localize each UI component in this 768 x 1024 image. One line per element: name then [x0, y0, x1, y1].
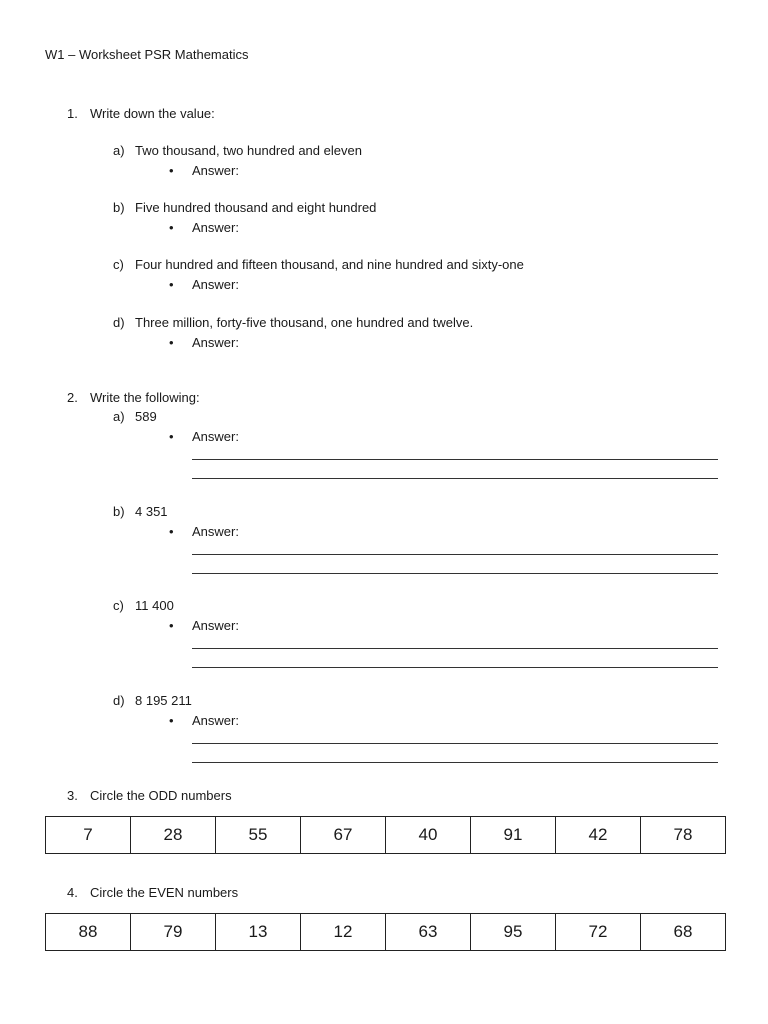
odd-number-cell[interactable]: 7 — [46, 817, 131, 854]
even-number-cell[interactable]: 63 — [386, 914, 471, 951]
q1d-letter: d) — [113, 315, 125, 330]
even-numbers-row — [46, 914, 726, 951]
odd-number-cell[interactable]: 55 — [216, 817, 301, 854]
page-title: W1 – Worksheet PSR Mathematics — [45, 47, 249, 62]
even-number-cell[interactable]: 79 — [131, 914, 216, 951]
q1b-answer-label: Answer: — [192, 220, 239, 235]
q1d-answer-label: Answer: — [192, 335, 239, 350]
q2d-answer-label: Answer: — [192, 713, 239, 728]
q2a-letter: a) — [113, 409, 125, 424]
q2c-letter: c) — [113, 598, 124, 613]
even-number-cell[interactable]: 13 — [216, 914, 301, 951]
even-number-cell[interactable]: 88 — [46, 914, 131, 951]
q2b-answer-label: Answer: — [192, 524, 239, 539]
q3-prompt: Circle the ODD numbers — [90, 788, 232, 803]
odd-number-cell[interactable]: 67 — [301, 817, 386, 854]
q1-prompt: Write down the value: — [90, 106, 215, 121]
odd-number-cell[interactable]: 40 — [386, 817, 471, 854]
bullet-icon: • — [169, 618, 174, 633]
q1b-letter: b) — [113, 200, 125, 215]
even-number-cell[interactable]: 68 — [641, 914, 726, 951]
q2a-text: 589 — [135, 409, 157, 424]
even-number-cell[interactable]: 72 — [556, 914, 641, 951]
even-number-cell[interactable]: 95 — [471, 914, 556, 951]
odd-number-cell[interactable]: 28 — [131, 817, 216, 854]
q2d-answer-line-2[interactable] — [192, 762, 718, 763]
q2b-answer-line-2[interactable] — [192, 573, 718, 574]
q2-number: 2. — [67, 390, 78, 405]
q2b-letter: b) — [113, 504, 125, 519]
bullet-icon: • — [169, 220, 174, 235]
q4-prompt: Circle the EVEN numbers — [90, 885, 239, 900]
q2a-answer-line-1[interactable] — [192, 459, 718, 460]
odd-numbers-table — [45, 816, 726, 854]
q2c-answer-line-1[interactable] — [192, 648, 718, 649]
q2c-answer-line-2[interactable] — [192, 667, 718, 668]
q2c-answer-label: Answer: — [192, 618, 239, 633]
odd-number-cell[interactable]: 78 — [641, 817, 726, 854]
bullet-icon: • — [169, 163, 174, 178]
bullet-icon: • — [169, 335, 174, 350]
q1c-letter: c) — [113, 257, 124, 272]
q2d-answer-line-1[interactable] — [192, 743, 718, 744]
bullet-icon: • — [169, 524, 174, 539]
q1a-text: Two thousand, two hundred and eleven — [135, 143, 362, 158]
q2d-letter: d) — [113, 693, 125, 708]
q2-prompt: Write the following: — [90, 390, 200, 405]
even-number-cell[interactable]: 12 — [301, 914, 386, 951]
q2c-text: 11 400 — [135, 598, 174, 613]
q4-number: 4. — [67, 885, 78, 900]
even-numbers-table — [45, 913, 726, 951]
q2a-answer-line-2[interactable] — [192, 478, 718, 479]
q3-number: 3. — [67, 788, 78, 803]
odd-numbers-row — [46, 817, 726, 854]
q1-number: 1. — [67, 106, 78, 121]
bullet-icon: • — [169, 429, 174, 444]
q2b-text: 4 351 — [135, 504, 168, 519]
q2b-answer-line-1[interactable] — [192, 554, 718, 555]
q1a-letter: a) — [113, 143, 125, 158]
q1c-answer-label: Answer: — [192, 277, 239, 292]
q1b-text: Five hundred thousand and eight hundred — [135, 200, 377, 215]
q1a-answer-label: Answer: — [192, 163, 239, 178]
q2d-text: 8 195 211 — [135, 693, 192, 708]
odd-number-cell[interactable]: 42 — [556, 817, 641, 854]
q1d-text: Three million, forty-five thousand, one hundred and twelve. — [135, 315, 474, 330]
bullet-icon: • — [169, 277, 174, 292]
bullet-icon: • — [169, 713, 174, 728]
odd-number-cell[interactable]: 91 — [471, 817, 556, 854]
q2a-answer-label: Answer: — [192, 429, 239, 444]
q1c-text: Four hundred and fifteen thousand, and nine hundred and sixty-one — [135, 257, 524, 272]
